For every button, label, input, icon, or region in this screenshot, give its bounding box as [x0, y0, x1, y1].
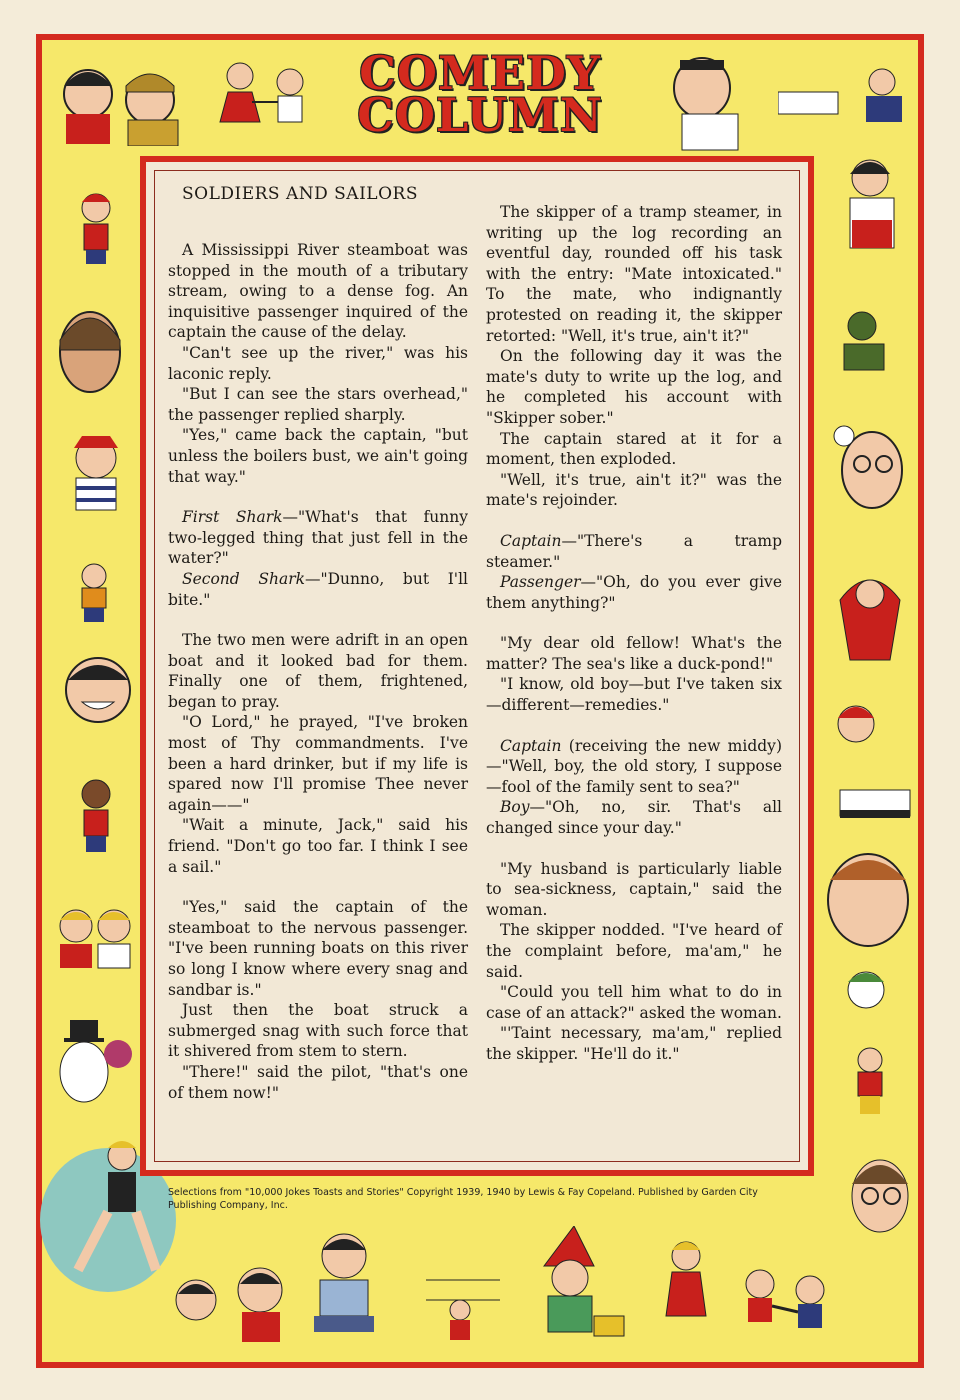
skier-illustration [778, 62, 918, 132]
dialogue-text: —"Oh, do you ever give them anything?" [486, 573, 782, 612]
speaker-name: Second Shark [182, 569, 305, 588]
speaker-name: First Shark [182, 508, 283, 527]
joke-paragraph: The two men were adrift in an open boat and it looked bad for them. Finally one of them, frightened, began to pray. [168, 631, 468, 711]
walking-kid-illustration [840, 1040, 900, 1120]
waiter-illustration [648, 52, 758, 152]
left-text-column [168, 162, 468, 1103]
boxing-ring-illustration [420, 1270, 510, 1350]
dancing-kids-illustration [210, 52, 320, 142]
woman-phone-illustration [826, 150, 916, 260]
joke-paragraph: "Well, it's true, ain't it?" was the mate's rejoinder. [486, 470, 782, 510]
dialogue-text: —"Oh, no, sir. That's all changed since your day." [486, 798, 782, 838]
joke-paragraph: "Could you tell him what to do in case of an attack?" asked the woman. [486, 983, 782, 1022]
dialogue-line [486, 797, 782, 838]
joke-paragraph: "My husband is particularly liable to sea-sickness, captain," said the woman. [486, 859, 782, 919]
dialogue-text: —"What's that funny two-legged thing that just fell in the water?" [168, 508, 468, 568]
running-kid-illustration [64, 556, 124, 626]
laughing-man-illustration [52, 650, 138, 740]
speaker-name: Captain [500, 531, 562, 550]
title-line-2: COLUMN [357, 88, 603, 142]
page-title [330, 46, 630, 142]
joke-paragraph: "'Taint necessary, ma'am," replied the skipper. "He'll do it." [486, 1024, 782, 1063]
text-panel [140, 156, 814, 1176]
kids-pair-illustration [50, 898, 140, 978]
duck-illustration [836, 960, 896, 1030]
fighting-kids-illustration [730, 1254, 840, 1344]
dialogue-text: —"Dunno, but I'll bite." [168, 569, 468, 609]
speaker-name: Boy [500, 798, 530, 817]
joke-paragraph: "Yes," said the captain of the steamboat to the nervous passenger. "I've been running boats on this river so long I know where every snag and sandbar is." [168, 898, 468, 999]
dialogue-text: (receiving the new middy)—"Well, boy, the old story, I suppose—fool of the family sent to sea?" [486, 736, 782, 796]
joke-paragraph: "Wait a minute, Jack," said his friend. "Don't go too far. I think I see a sail." [168, 816, 468, 876]
joke-paragraph: "There!" said the pilot, "that's one of them now!" [168, 1062, 468, 1102]
caped-figure-illustration [830, 560, 910, 670]
kissing-couple-illustration [50, 56, 190, 146]
dialogue-line [486, 572, 782, 613]
arguing-men-illustration [166, 1260, 296, 1350]
joke-paragraph: "O Lord," he prayed, "I've broken most of Thy commandments. I've been a hard drinker, but if my life is spared now I'll promise Thee never again——" [168, 713, 468, 814]
sitting-boy-illustration [290, 1226, 400, 1346]
sailor-captain-face-illustration [816, 780, 926, 970]
joke-paragraph: The skipper nodded. "I've heard of the complaint before, ma'am," he said. [486, 921, 782, 981]
title-line-1: COMEDY [359, 46, 601, 100]
gnome-illustration [514, 1226, 634, 1346]
speaker-name: Passenger [500, 573, 581, 592]
joke-paragraph: On the following day it was the mate's duty to write up the log, and he completed his account with "Skipper sober." [486, 347, 782, 427]
aviator-glasses-illustration [840, 1140, 920, 1250]
red-cap-boy-illustration [826, 690, 886, 760]
joke-paragraph: "I know, old boy—but I've taken six—different—remedies." [486, 675, 782, 715]
dialogue-line [486, 736, 782, 798]
section-heading: SOLDIERS AND SAILORS [182, 184, 418, 204]
joke-paragraph: "My dear old fellow! What's the matter? The sea's like a duck-pond!" [486, 634, 782, 673]
ghost-with-flowers-illustration [52, 1010, 142, 1110]
joke-paragraph: Just then the boat struck a submerged snag with such force that it shivered from stem to stern. [168, 1001, 468, 1061]
soldier-crawling-illustration [828, 304, 898, 384]
joke-paragraph: "Yes," came back the captain, "but unless the boilers bust, we ain't going that way." [168, 426, 468, 486]
joke-paragraph: "Can't see up the river," was his laconic reply. [168, 343, 468, 383]
old-man-glasses-illustration [824, 420, 914, 520]
joke-paragraph: A Mississippi River steamboat was stopped in the mouth of a tributary stream, owing to a dense fog. An inquisitive passenger inquired of the captain the cause of the delay. [168, 241, 468, 342]
dialogue-text: —"There's a tramp steamer." [486, 531, 782, 571]
joke-paragraph: The captain stared at it for a moment, then exploded. [486, 429, 782, 469]
singing-boy-illustration [66, 770, 126, 860]
boy-cap-illustration [66, 186, 126, 266]
speaker-name: Captain [500, 736, 562, 755]
aviator-face-illustration [50, 300, 130, 410]
sailor-pirate-illustration [56, 430, 136, 530]
girl-doll-illustration [656, 1236, 716, 1346]
dialogue-line [486, 531, 782, 572]
joke-paragraph: "But I can see the stars overhead," the passenger replied sharply. [168, 385, 468, 424]
right-text-column [486, 162, 782, 1065]
copyright-credit: Selections from "10,000 Jokes Toasts and Stories" Copyright 1939, 1940 by Lewis & Fay Copeland. Published by Garden City Publishing Company, Inc. [168, 1187, 758, 1211]
dialogue-line [168, 569, 468, 610]
dialogue-line [168, 507, 468, 569]
joke-paragraph: The skipper of a tramp steamer, in writing up the log recording an eventful day, rounded off his task with the entry: "Mate intoxicated." To the mate, who indignantly protested on reading it, the skipper retorted: "Well, it's true, ain't it?" [486, 203, 782, 345]
